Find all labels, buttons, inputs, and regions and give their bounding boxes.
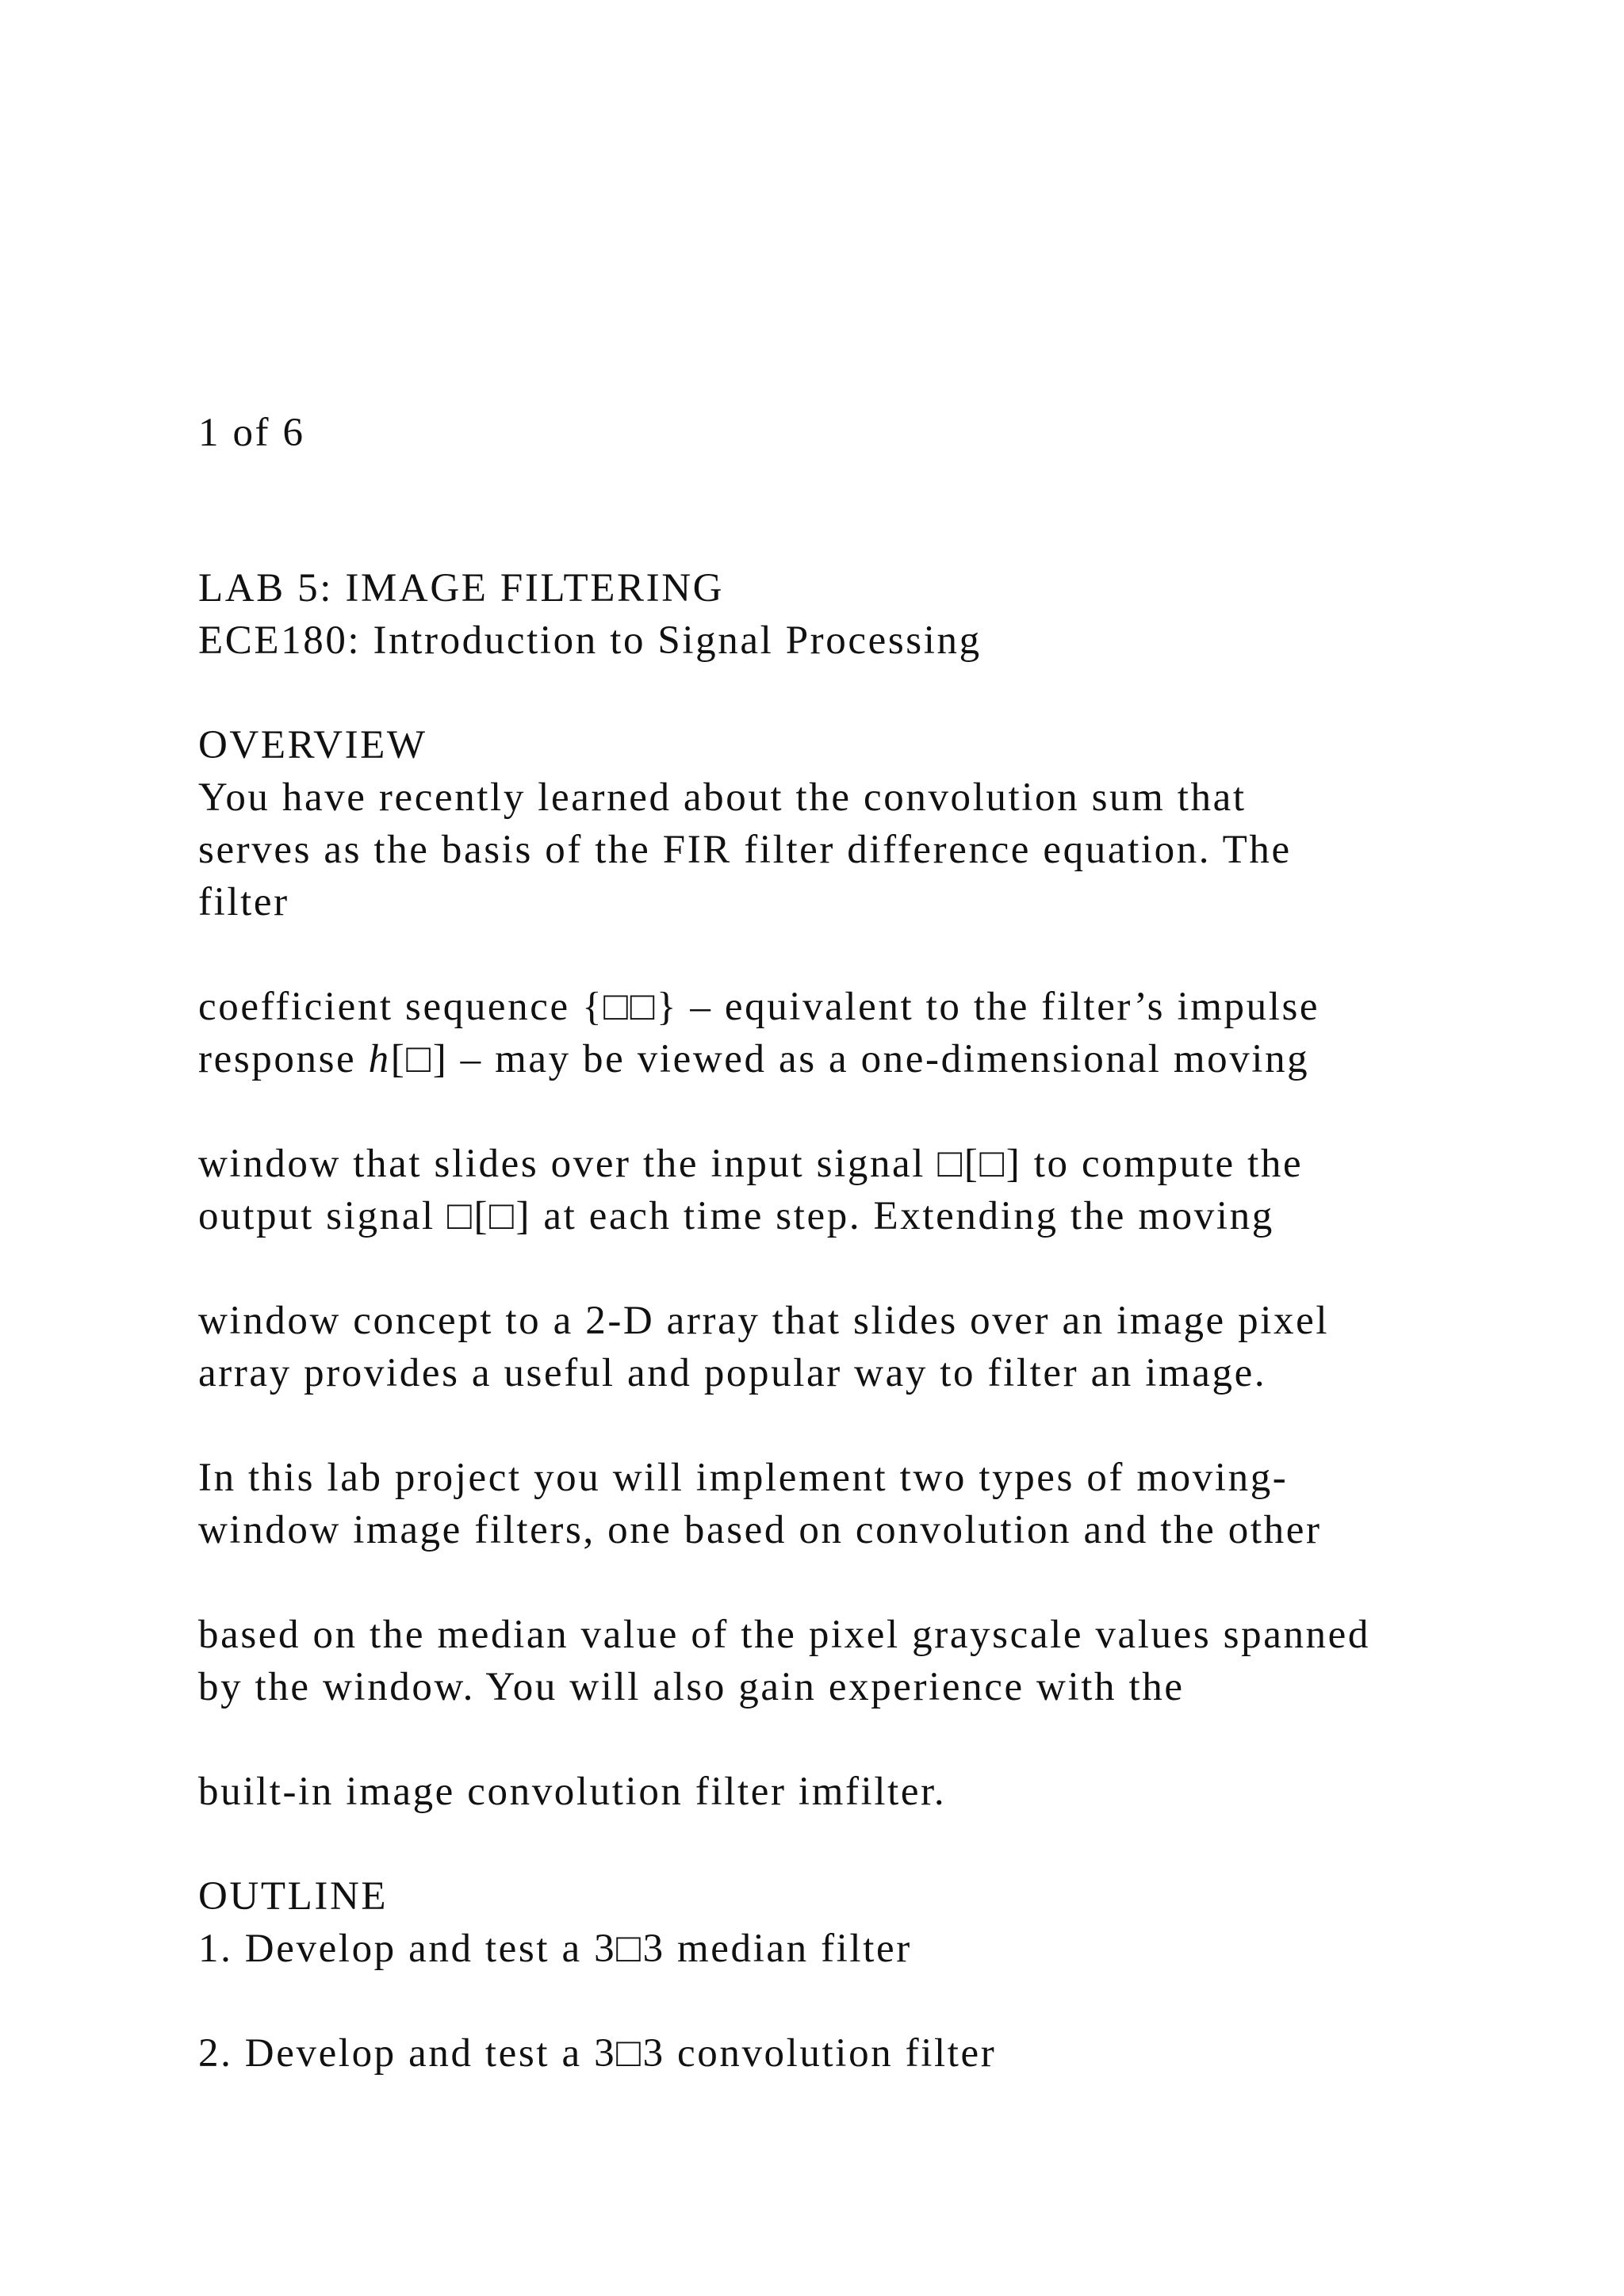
outline-item: 2. Develop and test a 3□3 convolution filter [198,2031,997,2076]
paragraph-line [198,1035,1309,1083]
paragraph-line: In this lab project you will implement two types of moving- [198,1456,1289,1500]
page-number: 1 of 6 [198,411,305,455]
paragraph-line: built-in image convolution filter imfilter. [198,1770,947,1814]
outline-heading: OUTLINE [198,1874,389,1919]
overview-heading: OVERVIEW [198,723,427,767]
paragraph-line: You have recently learned about the convolution sum that [198,775,1247,820]
paragraph-line: coefficient sequence {□□} – equivalent to the filter’s impulse [198,985,1320,1029]
math-symbol-h: h [368,1037,391,1081]
paragraph-line: window image filters, one based on convolution and the other [198,1508,1322,1552]
paragraph-line: serves as the basis of the FIR filter difference equation. The [198,828,1292,872]
paragraph-line: window concept to a 2-D array that slides over an image pixel [198,1299,1330,1343]
paragraph-line: based on the median value of the pixel grayscale values spanned [198,1613,1370,1657]
text-span: [□] – may be viewed as a one-dimensional moving [390,1037,1310,1081]
text-span: response [198,1037,369,1081]
paragraph-line: filter [198,880,289,924]
paragraph-line: array provides a useful and popular way to filter an image. [198,1351,1267,1395]
course-title: ECE180: Introduction to Signal Processing [198,618,982,663]
document-title: LAB 5: IMAGE FILTERING [198,566,725,610]
paragraph-line: by the window. You will also gain experience with the [198,1665,1185,1709]
outline-item: 1. Develop and test a 3□3 median filter [198,1927,912,1971]
paragraph-line: window that slides over the input signal □[□] to compute the [198,1142,1304,1186]
paragraph-line: output signal □[□] at each time step. Extending the moving [198,1194,1274,1238]
